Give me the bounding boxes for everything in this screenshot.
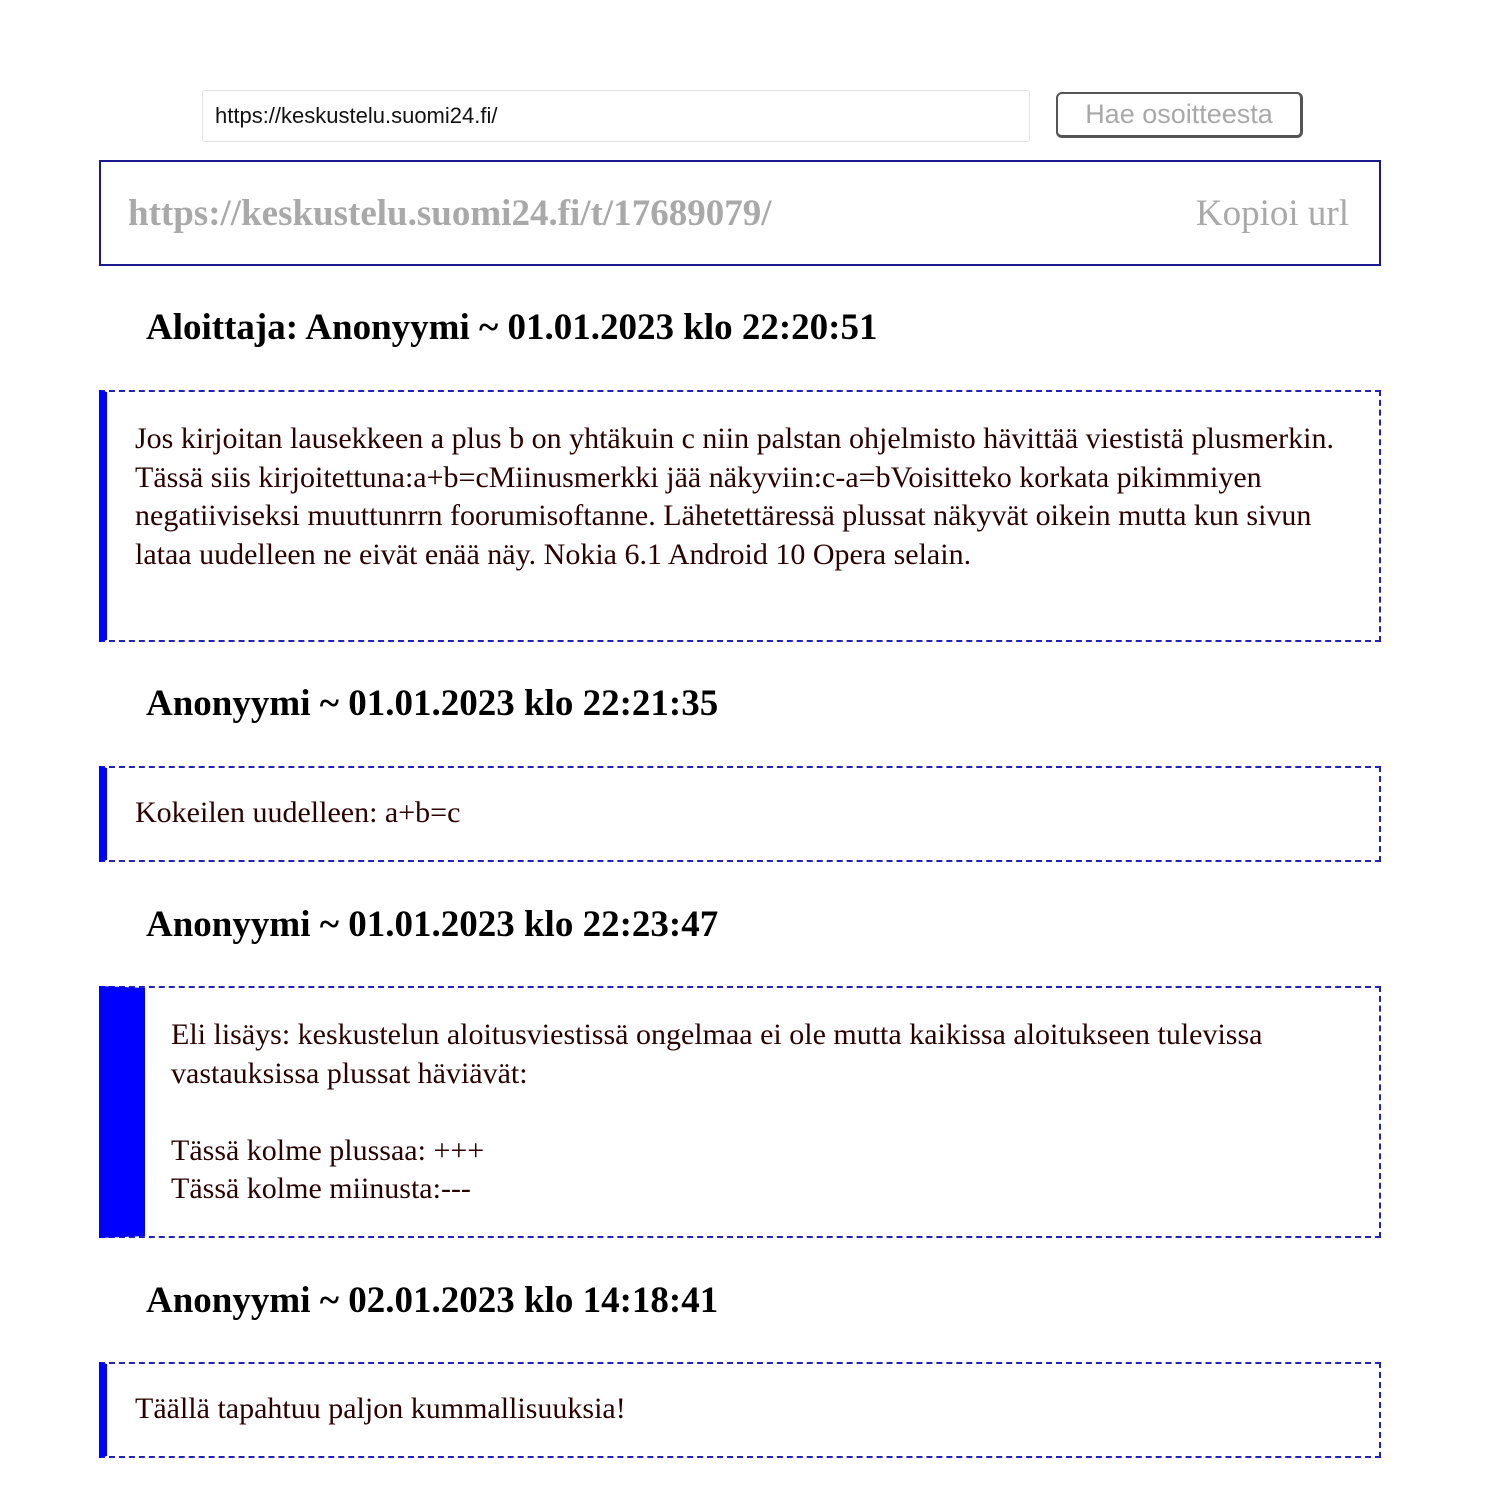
post-text: Eli lisäys: keskustelun aloitusviestissä ongelmaa ei ole mutta kaikissa aloitukseen tulevissa vastauksissa plussat häviävät: (171, 1018, 1270, 1090)
post-body (99, 1362, 1381, 1458)
post-header: Aloittaja: Anonyymi ~ 01.01.2023 klo 22:20:51 (146, 307, 878, 348)
post-text: Täällä tapahtuu paljon kummallisuuksia! (135, 1392, 626, 1425)
thread-url-box (99, 160, 1381, 266)
post-body (99, 766, 1381, 862)
post-body (99, 390, 1381, 642)
post-text: Tässä kolme plussaa: +++ (171, 1133, 485, 1167)
thread-url[interactable]: https://keskustelu.suomi24.fi/t/17689079/ (128, 193, 772, 234)
url-input[interactable] (202, 90, 1030, 142)
post-header: Anonyymi ~ 01.01.2023 klo 22:21:35 (146, 683, 719, 724)
post-header: Anonyymi ~ 02.01.2023 klo 14:18:41 (146, 1280, 719, 1321)
post-text: Kokeilen uudelleen: a+b=c (135, 796, 461, 829)
post-text: Jos kirjoitan lausekkeen a plus b on yhtäkuin c niin palstan ohjelmisto hävittää viestistä plusmerkin. Tässä siis kirjoitettuna:a+b=cMiinusmerkki jää näkyviin:c-a=bVoisitteko korkata pikimmiyen negatiiviseksi muuttunrrn foorumisoftanne. Lähetettäressä plussat näkyvät oikein mutta kun sivun lataa uudelleen ne eivät enää näy. Nokia 6.1 Android 10 Opera selain. (135, 422, 1341, 571)
post-text-blank (171, 1093, 1349, 1132)
fetch-from-url-button[interactable]: Hae osoitteesta (1056, 92, 1303, 138)
post-body (99, 986, 1381, 1238)
post-header: Anonyymi ~ 01.01.2023 klo 22:23:47 (146, 904, 719, 945)
copy-url-button[interactable]: Kopioi url (1195, 193, 1349, 234)
url-search-bar (202, 90, 1302, 144)
post-text: Tässä kolme miinusta:--- (171, 1172, 471, 1205)
